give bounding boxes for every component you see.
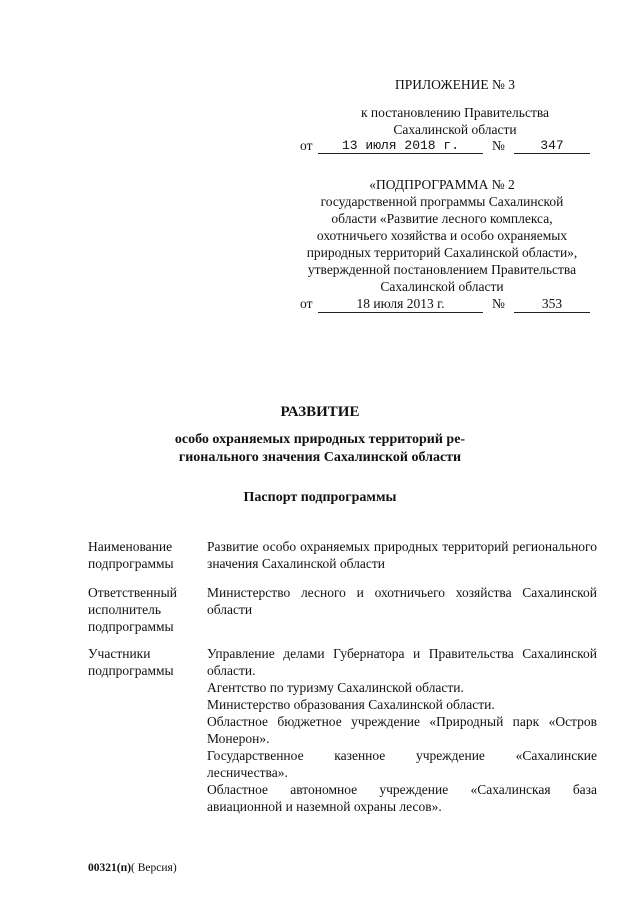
region-line: Сахалинской области [393,122,517,137]
row-label-participants: Участники подпрограммы [88,646,174,678]
resolution-date-row [300,138,600,156]
row-label-executor: Ответственный исполнитель подпрограммы [88,585,177,634]
from-label: от [300,296,313,311]
subprogram-ref-line: природных территорий Сахалинской области», [306,245,578,260]
row-label-name: Наименование подпрограммы [88,539,174,571]
participant-item: Министерство образования Сахалинской области. [207,697,495,712]
document-title: РАЗВИТИЕ [280,404,360,420]
footer [88,862,177,874]
participant-item: Агентство по туризму Сахалинской области. [207,680,464,695]
subprogram-ref-line: Сахалинской области [380,279,504,294]
row-value-executor: Министерство лесного и охотничьего хозяйства Сахалинской области [207,585,597,617]
footer-code: 00321(п) [88,862,132,874]
number-label: № [492,296,505,311]
passport-heading: Паспорт подпрограммы [243,490,397,505]
subprogram-ref-title: «ПОДПРОГРАММА № 2 [369,177,515,192]
resolution-date: 13 июля 2018 г. [318,138,483,154]
participant-item: Областное автономное учреждение «Сахалинская база авиационной и наземной охраны лесов». [207,782,597,814]
participant-item: Управление делами Губернатора и Правительства Сахалинской области. [207,646,597,678]
row-value-name: Развитие особо охраняемых природных территорий регионального значения Сахалинской области [207,539,597,571]
subprogram-ref-line: утвержденной постановлением Правительства [307,262,577,277]
subprogram-ref-line: охотничьего хозяйства и особо охраняемых [316,228,568,243]
title-line: особо охраняемых природных территорий ре- [174,432,466,447]
approval-date: 18 июля 2013 г. [318,296,483,313]
participant-item: Областное бюджетное учреждение «Природный парк «Остров Монерон». [207,714,597,746]
subprogram-ref-line: государственной программы Сахалинской [320,194,564,209]
from-label: от [300,138,313,153]
resolution-line: к постановлению Правительства [360,105,550,120]
row-value-participants [207,645,597,815]
title-line: гионального значения Сахалинской области [178,450,462,465]
footer-version: ( Версия) [131,862,177,874]
approval-number: 353 [514,296,590,313]
appendix-title: ПРИЛОЖЕНИЕ № 3 [394,77,516,92]
number-label: № [492,138,505,153]
approval-date-row [300,296,600,314]
participant-item: Государственное казенное учреждение «Сахалинские лесничества». [207,748,597,780]
subprogram-ref-line: области «Развитие лесного комплекса, [331,211,553,226]
resolution-number: 347 [514,138,590,154]
